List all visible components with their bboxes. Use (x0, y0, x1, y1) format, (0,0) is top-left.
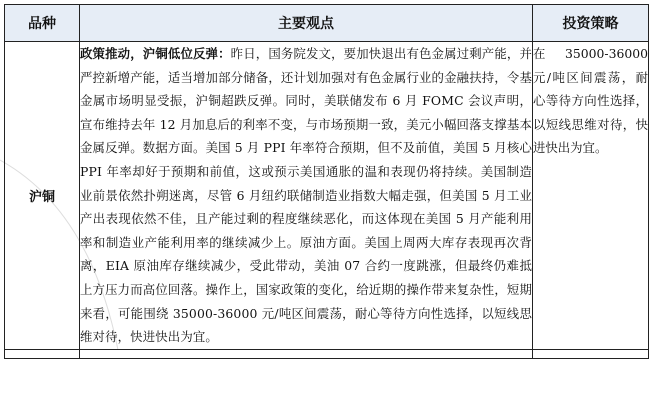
header-viewpoint: 主要观点 (80, 5, 533, 42)
strategy-table (4, 4, 649, 359)
strategy-cell: 在 35000-36000 元/吨区间震荡，耐心等待方向性选择，以短线思维对待，快进快出为宜。 (533, 42, 649, 350)
table-header-row (5, 5, 649, 42)
header-strategy: 投资策略 (533, 5, 649, 42)
variety-cell: 沪铜 (5, 42, 80, 350)
empty-cell (80, 349, 533, 358)
empty-cell (533, 349, 649, 358)
viewpoint-body: 昨日，国务院发文，要加快退出有色金属过剩产能，并严控新增产能，适当增加部分储备，还计划加强对有色金属行业的金融扶持，令基金属市场明显受振，沪铜超跌反弹。同时，美联储发布 6 月 FOMC 会议声明，宣布维持去年 12 月加息后的利率不变，与市场预期一致，美元小幅回落支撑基本金属反弹。数据方面。美国 5 月 PPI 年率符合预期，但不及前值，美国 5 月核心 PPI 年率却好于预期和前值，这或预示美国通胀的温和表现仍将持续。美国制造业前景依然扑朔迷离，尽管 6 月纽约联储制造业指数大幅走强，但美国 5 月工业产出表现依然不佳，且产能过剩的程度继续恶化，而这体现在美国 5 月产能利用率和制造业产能利用率的继续减少上。原油方面。美国上周两大库存表现再次背离，EIA 原油库存继续减少，受此带动，美油 07 合约一度跳涨，但最终仍难抵上方压力而高位回落。操作上，国家政策的变化，给近期的操作带来复杂性，短期来看，可能围绕 35000-36000 元/吨区间震荡，耐心等待方向性选择，以短线思维对待，快进快出为宜。 (80, 46, 532, 345)
header-variety: 品种 (5, 5, 80, 42)
table-row-empty (5, 349, 649, 358)
viewpoint-lead: 政策推动，沪铜低位反弹： (80, 46, 231, 61)
viewpoint-cell (80, 42, 533, 350)
table-row (5, 42, 649, 350)
empty-cell (5, 349, 80, 358)
